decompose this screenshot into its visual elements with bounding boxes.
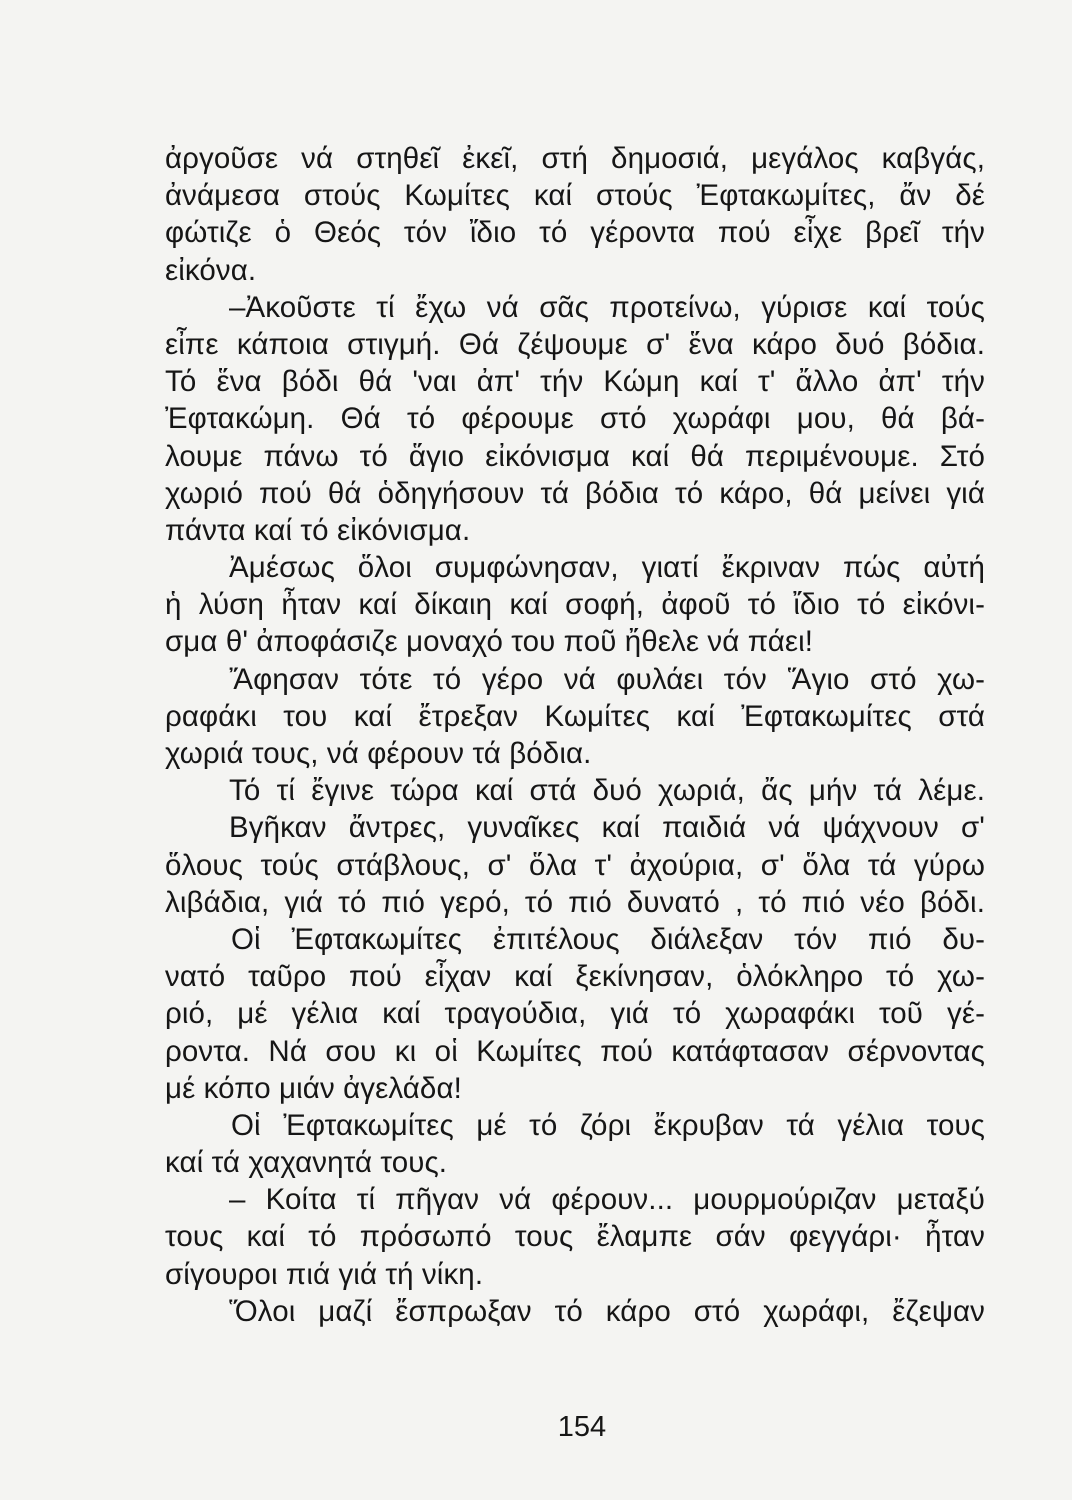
text-line: πάντα καί τό εἰκόνισμα. [165,513,471,547]
text-line: –Ἀκοῦστε τί ἔχω νά σᾶς προτείνω, γύρισε καί τούς [229,290,985,324]
text-line: σίγουροι πιά γιά τή νίκη. [165,1257,484,1291]
text-line: τους καί τό πρόσωπό τους ἔλαμπε σάν φεγγάρι· ἦταν [165,1220,985,1254]
body-text [165,140,985,1330]
text-line: σμα θ' ἀποφάσιζε μοναχό του ποῦ ἤθελε νά πάει! [165,625,814,659]
page-number-label: 154 [557,1411,607,1443]
text-line: Ἐφτακώμη. Θά τό φέρουμε στό χωράφι μου, θά βά- [165,402,985,436]
text-line: Οἱ Ἐφτακωμίτες μέ τό ζόρι ἔκρυβαν τά γέλια τους [231,1108,985,1142]
text-line: χωριό πού θά ὁδηγήσουν τά βόδια τό κάρο, θά μείνει γιά [165,476,985,510]
text-line: ριό, μέ γέλια καί τραγούδια, γιά τό χωραφάκι τοῦ γέ- [165,997,985,1031]
text-line: Ὅλοι μαζί ἔσπρωξαν τό κάρο στό χωράφι, ἔζεψαν [229,1294,985,1328]
text-line: ὅλους τούς στάβλους, σ' ὅλα τ' ἀχούρια, σ' ὅλα τά γύρω [165,848,985,882]
text-line: ἡ λύση ἦταν καί δίκαιη καί σοφή, ἀφοῦ τό ἴδιο τό εἰκόνι- [165,588,985,622]
text-line: Οἱ Ἐφτακωμίτες ἐπιτέλους διάλεξαν τόν πιό δυ- [231,922,985,956]
text-line: Τό τί ἔγινε τώρα καί στά δυό χωριά, ἄς μήν τά λέμε. [229,774,985,808]
text-line: ἀνάμεσα στούς Κωμίτες καί στούς Ἐφτακωμίτες, ἄν δέ [165,179,985,213]
text-line: εἶπε κάποια στιγμή. Θά ζέψουμε σ' ἕνα κάρο δυό βόδια. [165,327,985,361]
text-line: λουμε πάνω τό ἅγιο εἰκόνισμα καί θά περιμένουμε. Στό [165,439,985,473]
text-line: χωριά τους, νά φέρουν τά βόδια. [165,737,592,770]
text-line: μέ κόπο μιάν ἀγελάδα! [165,1071,462,1105]
text-line: καί τά χαχανητά τους. [165,1146,448,1180]
text-line: Βγῆκαν ἄντρες, γυναῖκες καί παιδιά νά ψάχνουν σ' [229,811,985,845]
page-number [0,1410,1072,1444]
text-line: νατό ταῦρο πού εἶχαν καί ξεκίνησαν, ὁλόκληρο τό χω- [165,960,985,994]
text-line: φώτιζε ὁ Θεός τόν ἴδιο τό γέροντα πού εἶχε βρεῖ τήν [165,216,985,250]
text-line: ραφάκι του καί ἔτρεξαν Κωμίτες καί Ἐφτακωμίτες στά [165,699,985,733]
text-line: Ἀμέσως ὅλοι συμφώνησαν, γιατί ἔκριναν πώς αὐτή [229,551,985,585]
text-line: Ἄφησαν τότε τό γέρο νά φυλάει τόν Ἅγιο στό χω- [229,662,985,696]
text-line: λιβάδια, γιά τό πιό γερό, τό πιό δυνατό , τό πιό νέο βόδι. [165,885,985,919]
text-line: ἀργοῦσε νά στηθεῖ ἐκεῖ, στή δημοσιά, μεγάλος καβγάς, [165,142,985,175]
text-line: ροντα. Νά σου κι οἱ Κωμίτες πού κατάφτασαν σέρνοντας [165,1034,985,1068]
text-line: Τό ἕνα βόδι θά 'ναι ἀπ' τήν Κώμη καί τ' ἄλλο ἀπ' τήν [165,365,985,399]
text-line: εἰκόνα. [165,253,257,287]
text-line: – Κοίτα τί πῆγαν νά φέρουν... μουρμούριζαν μεταξύ [229,1183,985,1217]
